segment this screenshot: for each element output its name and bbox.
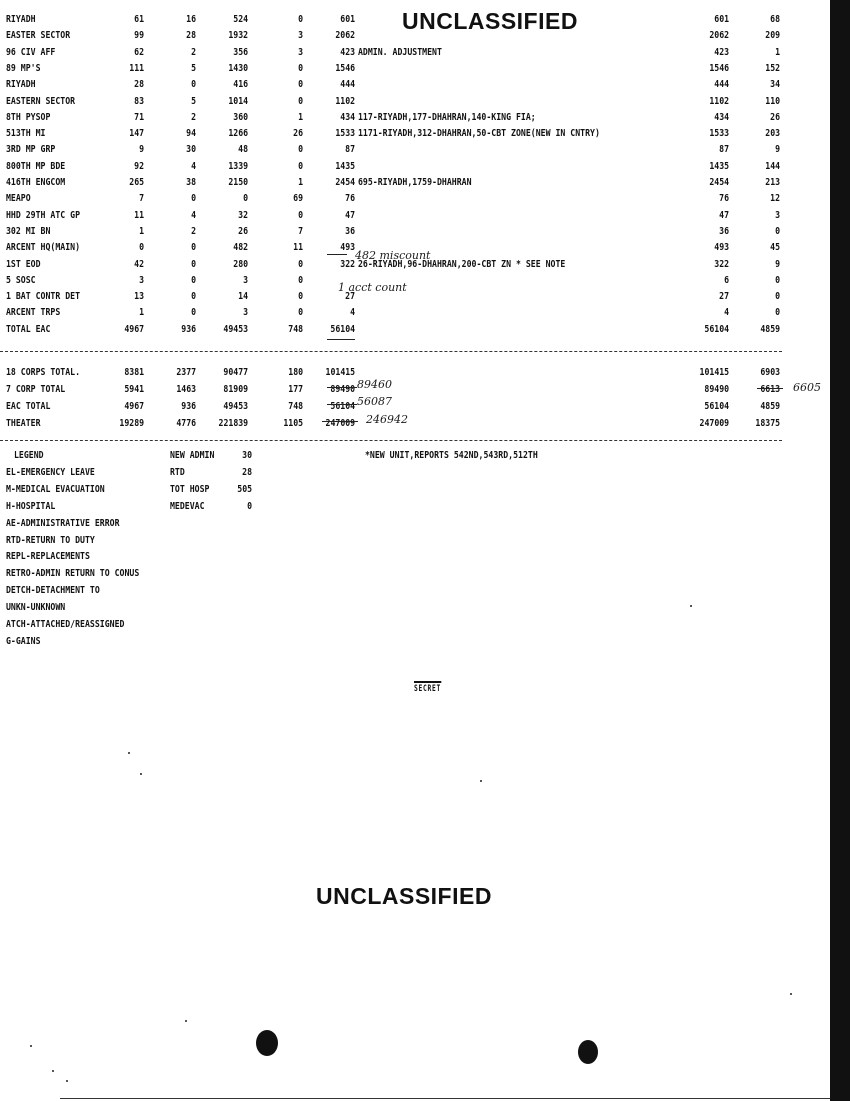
unit-name: EASTERN SECTOR xyxy=(6,95,76,107)
table-cell: 2062 xyxy=(709,30,729,42)
table-cell: 56104 xyxy=(330,323,355,335)
legend-item: ATCH-ATTACHED/REASSIGNED xyxy=(6,619,125,630)
table-cell: 6903 xyxy=(760,367,780,378)
table-cell: 0 xyxy=(298,62,303,74)
legend-summary-label: TOT HOSP xyxy=(170,483,210,495)
handwritten-eac: 56087 xyxy=(357,395,392,408)
table-cell: 36 xyxy=(719,225,729,237)
row-note: 1171-RIYADH,312-DHAHRAN,50-CBT ZONE(NEW IN CNTRY) xyxy=(358,128,600,140)
table-cell: 3 xyxy=(243,274,248,286)
table-cell: 213 xyxy=(765,177,780,188)
strikethrough xyxy=(322,421,358,422)
table-cell: 26 xyxy=(293,128,303,140)
table-cell: 177 xyxy=(288,384,303,395)
table-cell: 30 xyxy=(186,144,196,156)
legend-item: RTD-RETURN TO DUTY xyxy=(6,534,95,546)
table-cell: 6613 xyxy=(760,384,780,395)
table-cell: 3 xyxy=(298,30,303,42)
table-cell: 89490 xyxy=(330,384,355,395)
legend-item: G-GAINS xyxy=(6,635,41,647)
unit-name: 89 MP'S xyxy=(6,62,41,74)
table-cell: 48 xyxy=(238,144,248,156)
table-cell: 4 xyxy=(350,307,355,319)
table-cell: 71 xyxy=(134,111,144,123)
table-cell: 1533 xyxy=(335,128,355,140)
table-cell: 322 xyxy=(340,258,355,270)
table-cell: 2 xyxy=(191,111,196,123)
table-cell: 444 xyxy=(340,79,355,91)
unit-name: MEAPO xyxy=(6,193,31,205)
legend-item: AE-ADMINISTRATIVE ERROR xyxy=(6,517,120,529)
hole-punch-mark xyxy=(256,1030,278,1056)
table-cell: 32 xyxy=(238,209,248,221)
scan-speck xyxy=(52,1070,54,1072)
table-cell: 76 xyxy=(345,193,355,205)
unit-name: 1 BAT CONTR DET xyxy=(6,291,81,303)
table-cell: 0 xyxy=(298,79,303,91)
table-cell: 0 xyxy=(298,160,303,172)
table-cell: 27 xyxy=(719,291,729,303)
legend-summary-label: RTD xyxy=(170,466,185,478)
divider-dashed xyxy=(0,351,782,352)
table-cell: 11 xyxy=(134,209,144,221)
table-cell: 4 xyxy=(724,307,729,319)
table-cell: 0 xyxy=(139,242,144,254)
strikethrough xyxy=(327,387,357,388)
table-cell: 0 xyxy=(191,193,196,205)
table-cell: 87 xyxy=(719,144,729,156)
unit-name: EASTER SECTOR xyxy=(6,30,71,42)
scan-edge xyxy=(830,0,850,1101)
table-cell: 0 xyxy=(298,274,303,286)
table-cell: 0 xyxy=(775,274,780,286)
table-cell: 34 xyxy=(770,79,780,91)
strikethrough xyxy=(327,254,347,255)
page-bottom-edge xyxy=(60,1098,830,1099)
legend-item: REPL-REPLACEMENTS xyxy=(6,551,90,563)
table-cell: 42 xyxy=(134,258,144,270)
table-cell: 1266 xyxy=(228,128,248,140)
table-cell: 144 xyxy=(765,160,780,172)
strikethrough xyxy=(327,339,355,340)
unit-name: ARCENT HQ(MAIN) xyxy=(6,242,81,254)
table-cell: 0 xyxy=(191,291,196,303)
table-cell: 493 xyxy=(340,242,355,254)
table-cell: 444 xyxy=(714,79,729,91)
strikethrough xyxy=(757,388,783,389)
scan-speck xyxy=(128,752,130,754)
table-cell: 434 xyxy=(714,111,729,123)
table-cell: 12 xyxy=(770,193,780,205)
table-cell: 7 xyxy=(298,225,303,237)
table-cell: 0 xyxy=(191,242,196,254)
unit-name: 513TH MI xyxy=(6,128,46,140)
table-cell: 360 xyxy=(233,111,248,123)
table-cell: 19289 xyxy=(119,418,144,429)
handwritten-7corp: 89460 xyxy=(357,378,392,391)
table-cell: 423 xyxy=(340,46,355,58)
scan-speck xyxy=(790,993,792,995)
table-cell: 748 xyxy=(288,401,303,412)
scan-speck xyxy=(30,1045,32,1047)
table-cell: 936 xyxy=(181,401,196,412)
table-cell: 5 xyxy=(191,62,196,74)
table-cell: 16 xyxy=(186,14,196,25)
legend-summary-label: MEDEVAC xyxy=(170,500,205,512)
classification-stamp-bottom: UNCLASSIFIED xyxy=(316,883,492,909)
row-note: 695-RIYADH,1759-DHAHRAN xyxy=(358,177,472,188)
table-cell: 11 xyxy=(293,242,303,254)
table-cell: 0 xyxy=(298,209,303,221)
table-cell: 8381 xyxy=(124,367,144,378)
table-cell: 1 xyxy=(298,111,303,123)
table-cell: 247009 xyxy=(325,418,355,429)
table-cell: 1339 xyxy=(228,160,248,172)
table-cell: 0 xyxy=(775,291,780,303)
table-cell: 2 xyxy=(191,46,196,58)
table-cell: 1435 xyxy=(335,160,355,172)
table-cell: 0 xyxy=(191,79,196,91)
table-cell: 5 xyxy=(191,95,196,107)
table-cell: 1 xyxy=(775,46,780,58)
table-cell: 482 xyxy=(233,242,248,254)
table-cell: 62 xyxy=(134,46,144,58)
unit-name: HHD 29TH ATC GP xyxy=(6,209,81,221)
unit-name: TOTAL EAC xyxy=(6,323,51,335)
unit-name: 416TH ENGCOM xyxy=(6,177,66,188)
table-cell: 2150 xyxy=(228,177,248,188)
table-cell: 524 xyxy=(233,14,248,25)
table-cell: 111 xyxy=(129,62,144,74)
table-cell: 152 xyxy=(765,62,780,74)
table-cell: 38 xyxy=(186,177,196,188)
strikethrough xyxy=(327,404,357,405)
legend-summary-value: 28 xyxy=(242,466,252,478)
table-cell: 9 xyxy=(775,258,780,270)
table-cell: 87 xyxy=(345,144,355,156)
table-cell: 1430 xyxy=(228,62,248,74)
total-name: EAC TOTAL xyxy=(6,401,51,412)
table-cell: 68 xyxy=(770,14,780,25)
table-cell: 56104 xyxy=(704,323,729,335)
legend-item: H-HOSPITAL xyxy=(6,500,56,512)
table-cell: 434 xyxy=(340,111,355,123)
table-cell: 6 xyxy=(724,274,729,286)
table-cell: 601 xyxy=(714,14,729,25)
table-cell: 26 xyxy=(770,111,780,123)
table-cell: 0 xyxy=(243,193,248,205)
table-cell: 28 xyxy=(134,79,144,91)
table-cell: 5941 xyxy=(124,384,144,395)
table-cell: 4859 xyxy=(760,401,780,412)
handwritten-7corp-right: 6605 xyxy=(793,381,821,394)
table-cell: 0 xyxy=(775,225,780,237)
table-cell: 92 xyxy=(134,160,144,172)
table-cell: 2454 xyxy=(335,177,355,188)
table-cell: 1533 xyxy=(709,128,729,140)
table-cell: 265 xyxy=(129,177,144,188)
handwritten-theater: 246942 xyxy=(366,413,408,426)
table-cell: 49453 xyxy=(223,401,248,412)
table-cell: 0 xyxy=(191,258,196,270)
table-cell: 1 xyxy=(139,307,144,319)
table-cell: 356 xyxy=(233,46,248,58)
legend-item: DETCH-DETACHMENT TO xyxy=(6,585,100,597)
legend-item: UNKN-UNKNOWN xyxy=(6,602,66,614)
table-cell: 49453 xyxy=(223,323,248,335)
table-cell: 45 xyxy=(770,242,780,254)
table-cell: 322 xyxy=(714,258,729,270)
table-cell: 4 xyxy=(191,209,196,221)
table-cell: 4859 xyxy=(760,323,780,335)
table-cell: 0 xyxy=(298,291,303,303)
legend-item: EL-EMERGENCY LEAVE xyxy=(6,466,95,478)
table-cell: 89490 xyxy=(704,384,729,395)
table-cell: 2062 xyxy=(335,30,355,42)
legend-item: RETRO-ADMIN RETURN TO CONUS xyxy=(6,568,140,580)
scan-speck xyxy=(480,780,482,782)
table-cell: 493 xyxy=(714,242,729,254)
table-cell: 1 xyxy=(139,225,144,237)
table-cell: 76 xyxy=(719,193,729,205)
table-cell: 221839 xyxy=(218,418,248,429)
table-cell: 0 xyxy=(298,144,303,156)
handwritten-sosc: 1 acct count xyxy=(338,281,407,294)
table-cell: 56104 xyxy=(330,401,355,412)
legend-item: M-MEDICAL EVACUATION xyxy=(6,483,105,495)
row-note: 26-RIYADH,96-DHAHRAN,200-CBT ZN * SEE NOTE xyxy=(358,258,566,270)
table-cell: 81909 xyxy=(223,384,248,395)
table-cell: 247009 xyxy=(699,418,729,429)
table-cell: 1014 xyxy=(228,95,248,107)
table-cell: 27 xyxy=(345,291,355,303)
table-cell: 0 xyxy=(191,274,196,286)
table-cell: 180 xyxy=(288,367,303,378)
table-cell: 0 xyxy=(775,307,780,319)
table-cell: 147 xyxy=(129,128,144,140)
table-cell: 99 xyxy=(134,30,144,42)
secret-marking: SECRET xyxy=(414,681,441,694)
table-cell: 14 xyxy=(238,291,248,303)
table-cell: 83 xyxy=(134,95,144,107)
unit-name: 3RD MP GRP xyxy=(6,144,56,156)
handwritten-arcent-hq: 482 miscount xyxy=(355,249,431,262)
table-cell: 0 xyxy=(298,307,303,319)
table-cell: 4 xyxy=(191,160,196,172)
scan-speck xyxy=(140,773,142,775)
unit-name: ARCENT TRPS xyxy=(6,307,61,319)
table-cell: 3 xyxy=(775,209,780,221)
table-cell: 36 xyxy=(345,225,355,237)
table-cell: 47 xyxy=(345,209,355,221)
divider-dashed xyxy=(0,440,782,441)
total-name: THEATER xyxy=(6,418,41,429)
table-cell: 1546 xyxy=(335,62,355,74)
table-cell: 3 xyxy=(243,307,248,319)
table-cell: 56104 xyxy=(704,401,729,412)
unit-name: 302 MI BN xyxy=(6,225,51,237)
table-cell: 101415 xyxy=(699,367,729,378)
table-cell: 90477 xyxy=(223,367,248,378)
table-cell: 280 xyxy=(233,258,248,270)
table-cell: 3 xyxy=(298,46,303,58)
table-cell: 13 xyxy=(134,291,144,303)
hole-punch-mark xyxy=(578,1040,598,1064)
table-cell: 416 xyxy=(233,79,248,91)
table-cell: 9 xyxy=(775,144,780,156)
unit-name: RIYADH xyxy=(6,14,36,25)
table-cell: 1435 xyxy=(709,160,729,172)
table-cell: 18375 xyxy=(755,418,780,429)
unit-name: 1ST EOD xyxy=(6,258,41,270)
table-cell: 1463 xyxy=(176,384,196,395)
table-cell: 203 xyxy=(765,128,780,140)
unit-name: 8TH PYSOP xyxy=(6,111,51,123)
unit-name: 5 SOSC xyxy=(6,274,36,286)
legend-summary-value: 30 xyxy=(242,450,252,461)
unit-name: 96 CIV AFF xyxy=(6,46,56,58)
legend-heading: LEGEND xyxy=(14,450,44,461)
legend-summary-label: NEW ADMIN xyxy=(170,450,215,461)
table-cell: 4967 xyxy=(124,401,144,412)
table-cell: 47 xyxy=(719,209,729,221)
table-cell: 1932 xyxy=(228,30,248,42)
table-cell: 1546 xyxy=(709,62,729,74)
scan-speck xyxy=(690,605,692,607)
table-cell: 936 xyxy=(181,323,196,335)
total-name: 18 CORPS TOTAL. xyxy=(6,367,81,378)
total-name: 7 CORP TOTAL xyxy=(6,384,66,395)
table-cell: 7 xyxy=(139,193,144,205)
table-cell: 110 xyxy=(765,95,780,107)
table-cell: 423 xyxy=(714,46,729,58)
table-cell: 1102 xyxy=(335,95,355,107)
table-cell: 101415 xyxy=(325,367,355,378)
legend-summary-value: 0 xyxy=(247,500,252,512)
classification-stamp-top: UNCLASSIFIED xyxy=(402,8,578,34)
table-cell: 4776 xyxy=(176,418,196,429)
table-cell: 9 xyxy=(139,144,144,156)
unit-name: 800TH MP BDE xyxy=(6,160,66,172)
table-cell: 26 xyxy=(238,225,248,237)
table-cell: 4967 xyxy=(124,323,144,335)
legend-summary-value: 505 xyxy=(237,483,252,495)
scan-speck xyxy=(66,1080,68,1082)
table-cell: 69 xyxy=(293,193,303,205)
table-cell: 2377 xyxy=(176,367,196,378)
table-cell: 2454 xyxy=(709,177,729,188)
table-cell: 0 xyxy=(298,258,303,270)
scan-speck xyxy=(185,1020,187,1022)
table-cell: 0 xyxy=(191,307,196,319)
table-cell: 209 xyxy=(765,30,780,42)
table-cell: 3 xyxy=(139,274,144,286)
table-cell: 1105 xyxy=(283,418,303,429)
table-cell: 601 xyxy=(340,14,355,25)
table-cell: 1 xyxy=(298,177,303,188)
table-cell: 61 xyxy=(134,14,144,25)
table-cell: 0 xyxy=(298,95,303,107)
table-cell: 748 xyxy=(288,323,303,335)
table-cell: 0 xyxy=(298,14,303,25)
table-cell: 28 xyxy=(186,30,196,42)
unit-name: RIYADH xyxy=(6,79,36,91)
table-cell: 94 xyxy=(186,128,196,140)
table-cell: 2 xyxy=(191,225,196,237)
new-unit-note: *NEW UNIT,REPORTS 542ND,543RD,512TH xyxy=(365,450,538,461)
table-cell: 1102 xyxy=(709,95,729,107)
row-note: ADMIN. ADJUSTMENT xyxy=(358,46,442,58)
row-note: 117-RIYADH,177-DHAHRAN,140-KING FIA; xyxy=(358,111,536,123)
